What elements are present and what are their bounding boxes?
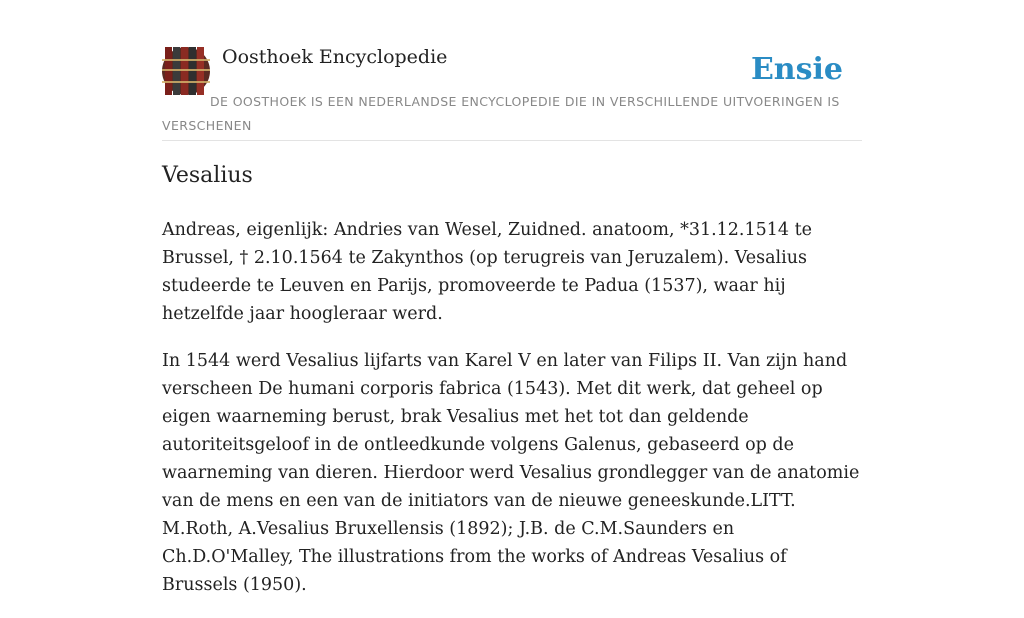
site-name-link[interactable]: Oosthoek Encyclopedie (222, 46, 448, 68)
article-paragraph: In 1544 werd Vesalius lijfarts van Karel V en later van Filips II. Van zijn hand verscheen De humani corporis fabrica (1543). Met dit werk, dat geheel op eigen waarneming berust, brak Vesalius met het tot dan geldende autoriteitsgeloof in de ontleedkunde volgens Galenus, gebaseerd op de waarneming van dieren. Hierdoor werd Vesalius grondlegger van de anatomie van de mens en een van de initiators van de nieuwe geneeskunde.LITT. M.Roth, A.Vesalius Bruxellensis (1892); J.B. de C.M.Saunders en Ch.D.O'Malley, The illustrations from the works of Andreas Vesalius of Brussels (1950). (162, 351, 860, 595)
article-title: Vesalius (162, 163, 253, 188)
site-tagline: DE OOSTHOEK IS EEN NEDERLANDSE ENCYCLOPEDIE DIE IN VERSCHILLENDE UITVOERINGEN IS VERSCHENEN (162, 94, 840, 133)
book-spines-icon[interactable] (162, 47, 210, 95)
ensie-logo[interactable]: Ensie (750, 52, 843, 87)
article-paragraph: Andreas, eigenlijk: Andries van Wesel, Zuidned. anatoom, *31.12.1514 te Brussel, † 2.10.1564 te Zakynthos (op terugreis van Jeruzalem). Vesalius studeerde te Leuven en Parijs, promoveerde te Padua (1537), waar hij hetzelfde jaar hoogleraar werd. (162, 220, 812, 324)
content-column (162, 0, 862, 595)
site-header (162, 0, 862, 141)
article-body (162, 216, 862, 618)
